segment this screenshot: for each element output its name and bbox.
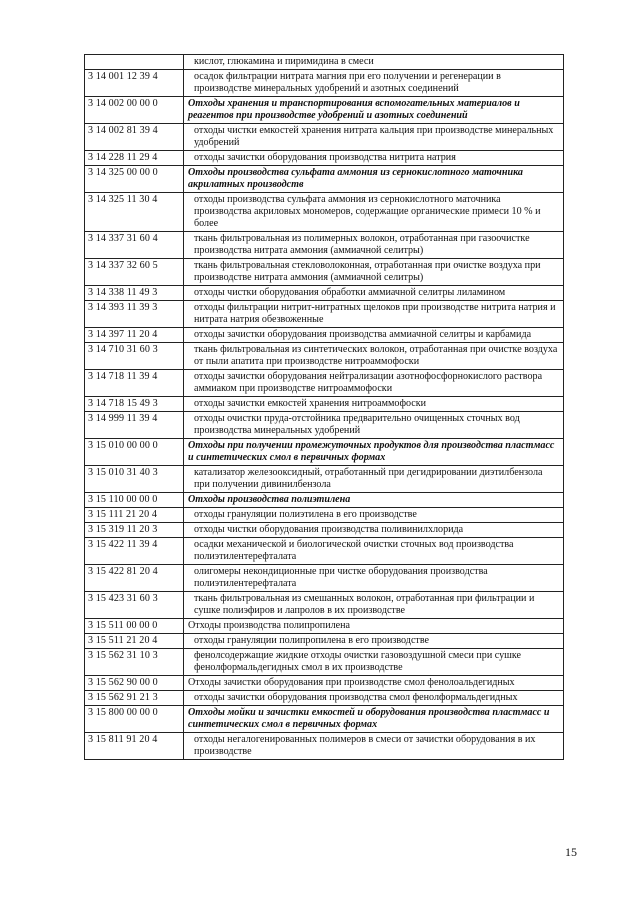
table-row (85, 493, 564, 508)
group-heading-cell: Отходы при получении промежуточных продуктов для производства пластмасс и синтетических смол в первичных формах (184, 439, 564, 466)
waste-description-cell: фенолсодержащие жидкие отходы очистки газовоздушной смеси при сушке фенолформальдегидных смол в их производстве (184, 649, 564, 676)
waste-description-cell: ткань фильтровальная из синтетических волокон, отработанная при очистке воздуха от пыли апатита при производстве нитроаммофоски (184, 343, 564, 370)
waste-code-cell: 3 14 999 11 39 4 (85, 412, 184, 439)
table-row (85, 592, 564, 619)
waste-code-cell: 3 14 001 12 39 4 (85, 70, 184, 97)
table-row (85, 301, 564, 328)
waste-description-cell: отходы производства сульфата аммония из сернокислотного маточника производства акриловых мономеров, содержащие органические примеси 10 % и более (184, 193, 564, 232)
waste-description-cell: катализатор железооксидный, отработанный при дегидрировании диэтилбензола при получении дивинилбензола (184, 466, 564, 493)
table-row (85, 676, 564, 691)
table-row (85, 439, 564, 466)
waste-description-cell: олигомеры некондиционные при чистке оборудования производства полиэтилентерефталата (184, 565, 564, 592)
group-heading-cell: Отходы производства сульфата аммония из сернокислотного маточника акрилатных производств (184, 166, 564, 193)
waste-code-cell: 3 15 110 00 00 0 (85, 493, 184, 508)
waste-code-cell: 3 15 111 21 20 4 (85, 508, 184, 523)
waste-code-cell: 3 14 325 00 00 0 (85, 166, 184, 193)
table-row (85, 706, 564, 733)
waste-code-cell: 3 15 811 91 20 4 (85, 733, 184, 760)
table-row (85, 193, 564, 232)
table-body (85, 55, 564, 760)
table-row (85, 538, 564, 565)
waste-description-cell: отходы зачистки оборудования производства нитрита натрия (184, 151, 564, 166)
table-row (85, 328, 564, 343)
waste-code-cell: 3 14 337 31 60 4 (85, 232, 184, 259)
waste-code-cell: 3 15 422 11 39 4 (85, 538, 184, 565)
table-row (85, 397, 564, 412)
page-number: 15 (565, 845, 577, 859)
waste-description-cell: отходы чистки емкостей хранения нитрата кальция при производстве минеральных удобрений (184, 124, 564, 151)
waste-code-cell: 3 15 010 00 00 0 (85, 439, 184, 466)
waste-code-cell: 3 14 397 11 20 4 (85, 328, 184, 343)
waste-description-cell: отходы зачистки оборудования производства аммиачной селитры и карбамида (184, 328, 564, 343)
waste-code-cell: 3 15 562 90 00 0 (85, 676, 184, 691)
waste-code-cell: 3 14 718 15 49 3 (85, 397, 184, 412)
waste-code-cell: 3 15 562 31 10 3 (85, 649, 184, 676)
waste-code-cell (85, 55, 184, 70)
waste-description-cell: осадок фильтрации нитрата магния при его получении и регенерации в производстве минеральных удобрений и азотных соединений (184, 70, 564, 97)
waste-description-cell: отходы грануляции полипропилена в его производстве (184, 634, 564, 649)
waste-code-cell: 3 14 338 11 49 3 (85, 286, 184, 301)
waste-description-cell: отходы чистки оборудования производства поливинилхлорида (184, 523, 564, 538)
waste-description-cell: ткань фильтровальная стекловолоконная, отработанная при очистке воздуха при производстве нитрата аммония (аммиачной селитры) (184, 259, 564, 286)
waste-code-cell: 3 15 423 31 60 3 (85, 592, 184, 619)
waste-description-cell: отходы чистки оборудования обработки аммиачной селитры лиламином (184, 286, 564, 301)
table-row (85, 412, 564, 439)
table-row (85, 619, 564, 634)
waste-description-cell: кислот, глюкамина и пиримидина в смеси (184, 55, 564, 70)
table-row (85, 166, 564, 193)
waste-description-cell: отходы фильтрации нитрит-нитратных щелоков при производстве нитрита натрия и нитрата натрия обезвоженные (184, 301, 564, 328)
waste-code-cell: 3 14 718 11 39 4 (85, 370, 184, 397)
table-row (85, 370, 564, 397)
waste-description-cell: ткань фильтровальная из полимерных волокон, отработанная при газоочистке производства нитрата аммония (аммиачной селитры) (184, 232, 564, 259)
waste-code-cell: 3 15 511 00 00 0 (85, 619, 184, 634)
waste-code-cell: 3 14 710 31 60 3 (85, 343, 184, 370)
waste-code-cell: 3 14 228 11 29 4 (85, 151, 184, 166)
waste-code-cell: 3 15 010 31 40 3 (85, 466, 184, 493)
group-heading-cell: Отходы зачистки оборудования при производстве смол фенолоальдегидных (184, 676, 564, 691)
table-row (85, 259, 564, 286)
table-row (85, 286, 564, 301)
group-heading-cell: Отходы производства полипропилена (184, 619, 564, 634)
group-heading-cell: Отходы мойки и зачистки емкостей и оборудования производства пластмасс и синтетических смол в первичных формах (184, 706, 564, 733)
waste-description-cell: отходы грануляции полиэтилена в его производстве (184, 508, 564, 523)
waste-description-cell: отходы зачистки оборудования нейтрализации азотнофосфорнокислого раствора аммиаком при производстве нитроаммофоски (184, 370, 564, 397)
table-row (85, 733, 564, 760)
waste-description-cell: отходы негалогенированных полимеров в смеси от зачистки оборудования в их производстве (184, 733, 564, 760)
waste-code-cell: 3 14 325 11 30 4 (85, 193, 184, 232)
waste-description-cell: ткань фильтровальная из смешанных волокон, отработанная при фильтрации и сушке полиэфиров и лапролов в их производстве (184, 592, 564, 619)
table-row (85, 70, 564, 97)
group-heading-cell: Отходы производства полиэтилена (184, 493, 564, 508)
waste-code-cell: 3 14 002 00 00 0 (85, 97, 184, 124)
waste-code-cell: 3 15 319 11 20 3 (85, 523, 184, 538)
table-row (85, 124, 564, 151)
table-row (85, 508, 564, 523)
table-row (85, 97, 564, 124)
table-row (85, 55, 564, 70)
table-row (85, 232, 564, 259)
table-row (85, 466, 564, 493)
waste-catalog-table (84, 54, 564, 760)
waste-code-cell: 3 15 562 91 21 3 (85, 691, 184, 706)
table-row (85, 691, 564, 706)
group-heading-cell: Отходы хранения и транспортирования вспомогательных материалов и реагентов при производстве удобрений и азотных соединений (184, 97, 564, 124)
table-row (85, 151, 564, 166)
waste-code-cell: 3 15 800 00 00 0 (85, 706, 184, 733)
waste-description-cell: отходы очистки пруда-отстойника предварительно очищенных сточных вод производства минеральных удобрений (184, 412, 564, 439)
waste-description-cell: отходы зачистки емкостей хранения нитроаммофоски (184, 397, 564, 412)
waste-code-cell: 3 15 422 81 20 4 (85, 565, 184, 592)
table-row (85, 343, 564, 370)
waste-code-cell: 3 14 002 81 39 4 (85, 124, 184, 151)
waste-code-cell: 3 14 337 32 60 5 (85, 259, 184, 286)
table-row (85, 523, 564, 538)
waste-description-cell: отходы зачистки оборудования производства смол фенолформальдегидных (184, 691, 564, 706)
waste-description-cell: осадки механической и биологической очистки сточных вод производства полиэтилентерефталата (184, 538, 564, 565)
waste-code-cell: 3 15 511 21 20 4 (85, 634, 184, 649)
table-row (85, 649, 564, 676)
waste-code-cell: 3 14 393 11 39 3 (85, 301, 184, 328)
table-row (85, 565, 564, 592)
table-row (85, 634, 564, 649)
